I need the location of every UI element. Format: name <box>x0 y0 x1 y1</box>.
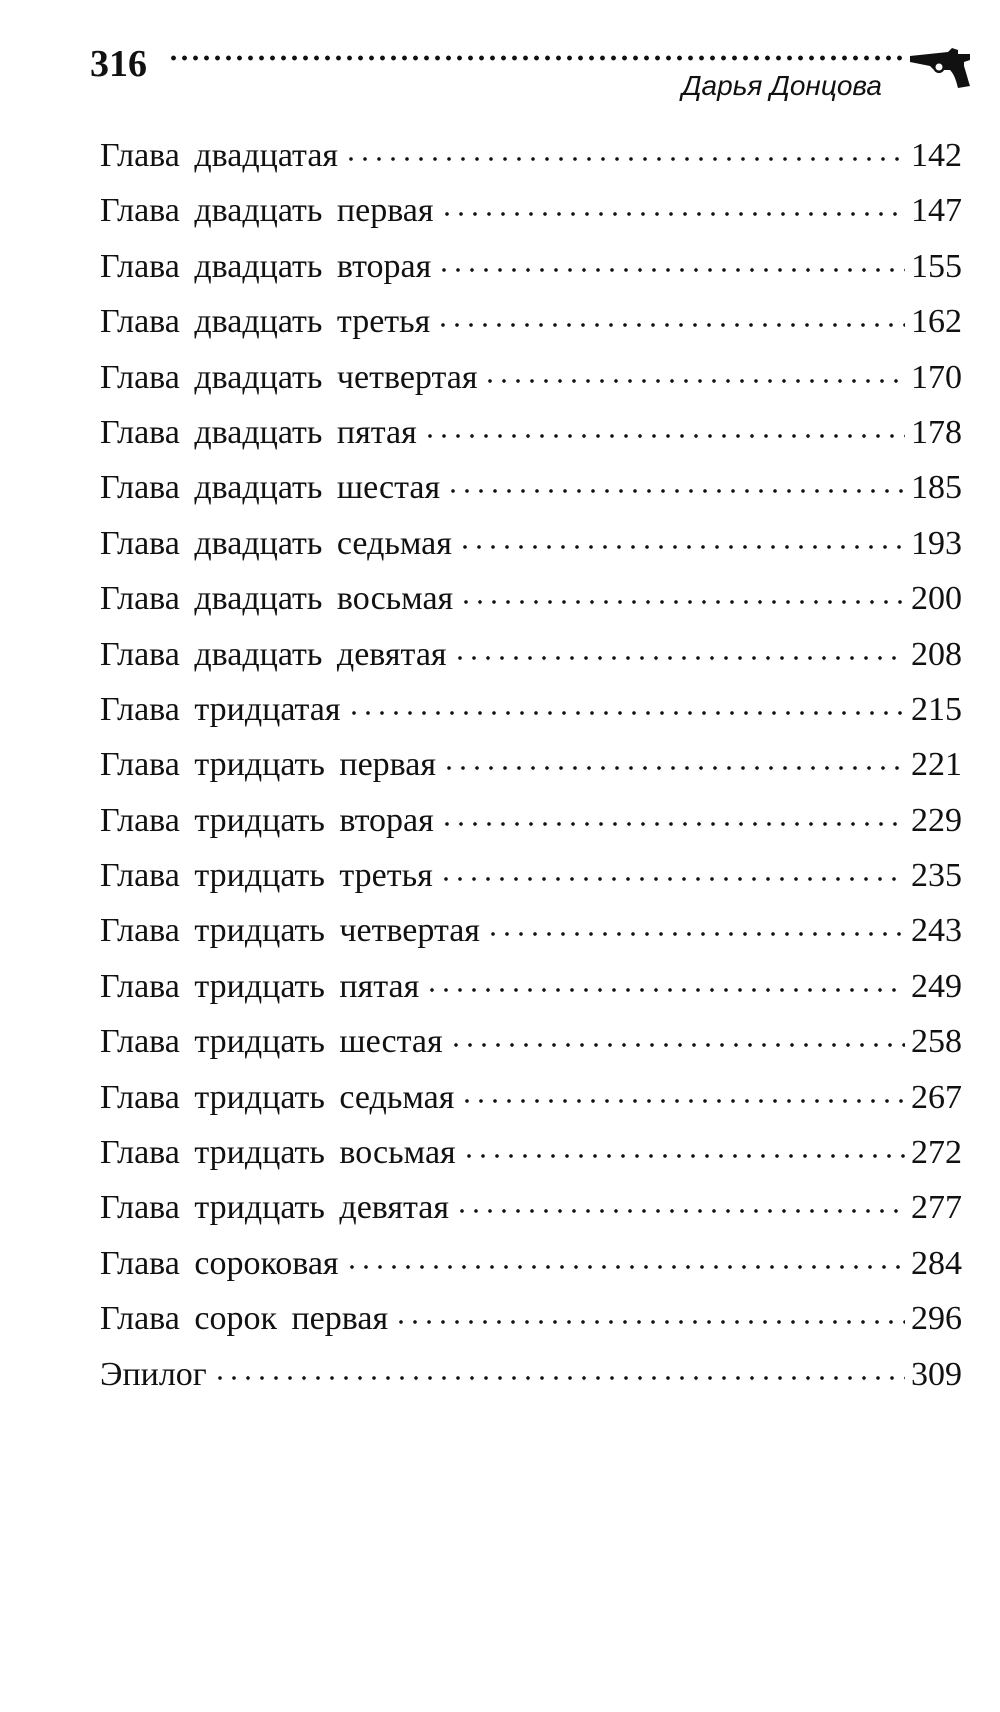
toc-entry-title: Глава двадцать шестая <box>100 469 441 507</box>
toc-entry-page: 277 <box>911 1189 962 1227</box>
toc-entry-page: 249 <box>911 967 962 1005</box>
toc-entry <box>100 909 962 964</box>
toc-entry <box>100 1297 962 1352</box>
toc-entry-title: Глава двадцатая <box>100 137 339 174</box>
toc-entry-title: Глава тридцать восьмая <box>100 1134 456 1172</box>
toc-entry-page: 243 <box>911 912 962 950</box>
toc-dot-leader <box>344 154 905 164</box>
toc-entry <box>100 633 962 688</box>
toc-dot-leader <box>436 320 905 330</box>
toc-entry <box>100 1186 962 1241</box>
toc-entry-page: 296 <box>911 1300 962 1338</box>
toc-dot-leader <box>440 209 905 219</box>
toc-entry <box>100 743 962 798</box>
toc-entry-title: Глава двадцать пятая <box>100 413 417 451</box>
toc-entry-page: 200 <box>911 580 962 618</box>
toc-dot-leader <box>442 763 905 773</box>
toc-entry-page: 208 <box>911 635 962 673</box>
toc-entry <box>100 1131 962 1186</box>
toc-entry-title: Глава двадцать вторая <box>100 247 432 285</box>
toc-entry <box>100 300 962 355</box>
author-name: Дарья Донцова <box>681 70 882 101</box>
toc-entry-page: 142 <box>911 137 962 174</box>
toc-entry <box>100 1242 962 1297</box>
toc-entry <box>100 189 962 244</box>
toc-dot-leader <box>439 874 905 884</box>
toc-entry <box>100 577 962 632</box>
toc-entry <box>100 688 962 743</box>
toc-entry-title: Глава двадцать седьмая <box>100 524 452 562</box>
toc-entry-title: Глава сорок первая <box>100 1300 389 1338</box>
revolver-icon <box>908 46 972 90</box>
toc-entry-title: Глава тридцатая <box>100 690 341 728</box>
toc-entry <box>100 1353 962 1408</box>
toc-entry-title: Глава сороковая <box>100 1244 339 1282</box>
toc-entry-page: 229 <box>911 801 962 839</box>
toc-dot-leader <box>453 653 905 663</box>
toc-entry <box>100 356 962 411</box>
toc-dot-leader <box>460 1096 905 1106</box>
table-of-contents <box>100 134 962 1408</box>
toc-entry-page: 221 <box>911 746 962 784</box>
toc-entry-title: Глава двадцать первая <box>100 192 434 230</box>
toc-entry <box>100 522 962 577</box>
toc-dot-leader <box>486 929 905 939</box>
toc-dot-leader <box>449 1040 905 1050</box>
toc-entry-title: Глава тридцать четвертая <box>100 912 480 950</box>
toc-dot-leader <box>425 985 905 995</box>
toc-entry-page: 235 <box>911 857 962 895</box>
toc-entry <box>100 1076 962 1131</box>
toc-dot-leader <box>440 819 905 829</box>
toc-dot-leader <box>394 1317 905 1327</box>
toc-dot-leader <box>213 1373 905 1383</box>
toc-entry-page: 272 <box>911 1134 962 1172</box>
toc-entry <box>100 466 962 521</box>
toc-entry-title: Эпилог <box>100 1355 207 1393</box>
toc-entry-page: 267 <box>911 1078 962 1116</box>
toc-entry-page: 309 <box>911 1355 962 1393</box>
toc-entry-page: 178 <box>911 413 962 451</box>
toc-dot-leader <box>345 1262 905 1272</box>
toc-entry <box>100 411 962 466</box>
toc-entry <box>100 134 962 189</box>
toc-entry-page: 147 <box>911 192 962 230</box>
toc-entry-page: 170 <box>911 358 962 396</box>
page-number: 316 <box>90 43 147 85</box>
toc-dot-leader <box>347 708 905 718</box>
toc-entry-page: 284 <box>911 1244 962 1282</box>
toc-entry-page: 185 <box>911 469 962 507</box>
toc-entry-title: Глава тридцать третья <box>100 857 433 895</box>
toc-entry-page: 155 <box>911 247 962 285</box>
toc-entry <box>100 854 962 909</box>
toc-entry <box>100 245 962 300</box>
toc-dot-leader <box>446 486 905 496</box>
toc-dot-leader <box>455 1206 905 1216</box>
toc-entry-page: 193 <box>911 524 962 562</box>
toc-entry-page: 258 <box>911 1023 962 1061</box>
toc-dot-leader <box>459 597 905 607</box>
toc-dot-leader <box>462 1151 905 1161</box>
toc-dot-leader <box>458 542 905 552</box>
page-header <box>90 40 990 120</box>
toc-dot-leader <box>423 431 905 441</box>
toc-entry-title: Глава двадцать третья <box>100 303 431 341</box>
toc-entry-title: Глава тридцать вторая <box>100 801 434 839</box>
toc-entry-title: Глава тридцать шестая <box>100 1023 443 1061</box>
toc-entry-title: Глава тридцать девятая <box>100 1189 450 1227</box>
toc-dot-leader <box>437 265 905 275</box>
header-dotted-rule <box>168 52 908 64</box>
toc-entry-title: Глава тридцать пятая <box>100 967 420 1005</box>
toc-entry-title: Глава тридцать первая <box>100 746 437 784</box>
toc-dot-leader <box>483 376 905 386</box>
toc-entry-page: 215 <box>911 690 962 728</box>
toc-entry <box>100 799 962 854</box>
toc-entry-page: 162 <box>911 303 962 341</box>
toc-entry-title: Глава двадцать девятая <box>100 635 447 673</box>
toc-entry-title: Глава двадцать восьмая <box>100 580 454 618</box>
toc-entry <box>100 1020 962 1075</box>
toc-entry-title: Глава двадцать четвертая <box>100 358 478 396</box>
toc-entry <box>100 965 962 1020</box>
toc-entry-title: Глава тридцать седьмая <box>100 1078 455 1116</box>
